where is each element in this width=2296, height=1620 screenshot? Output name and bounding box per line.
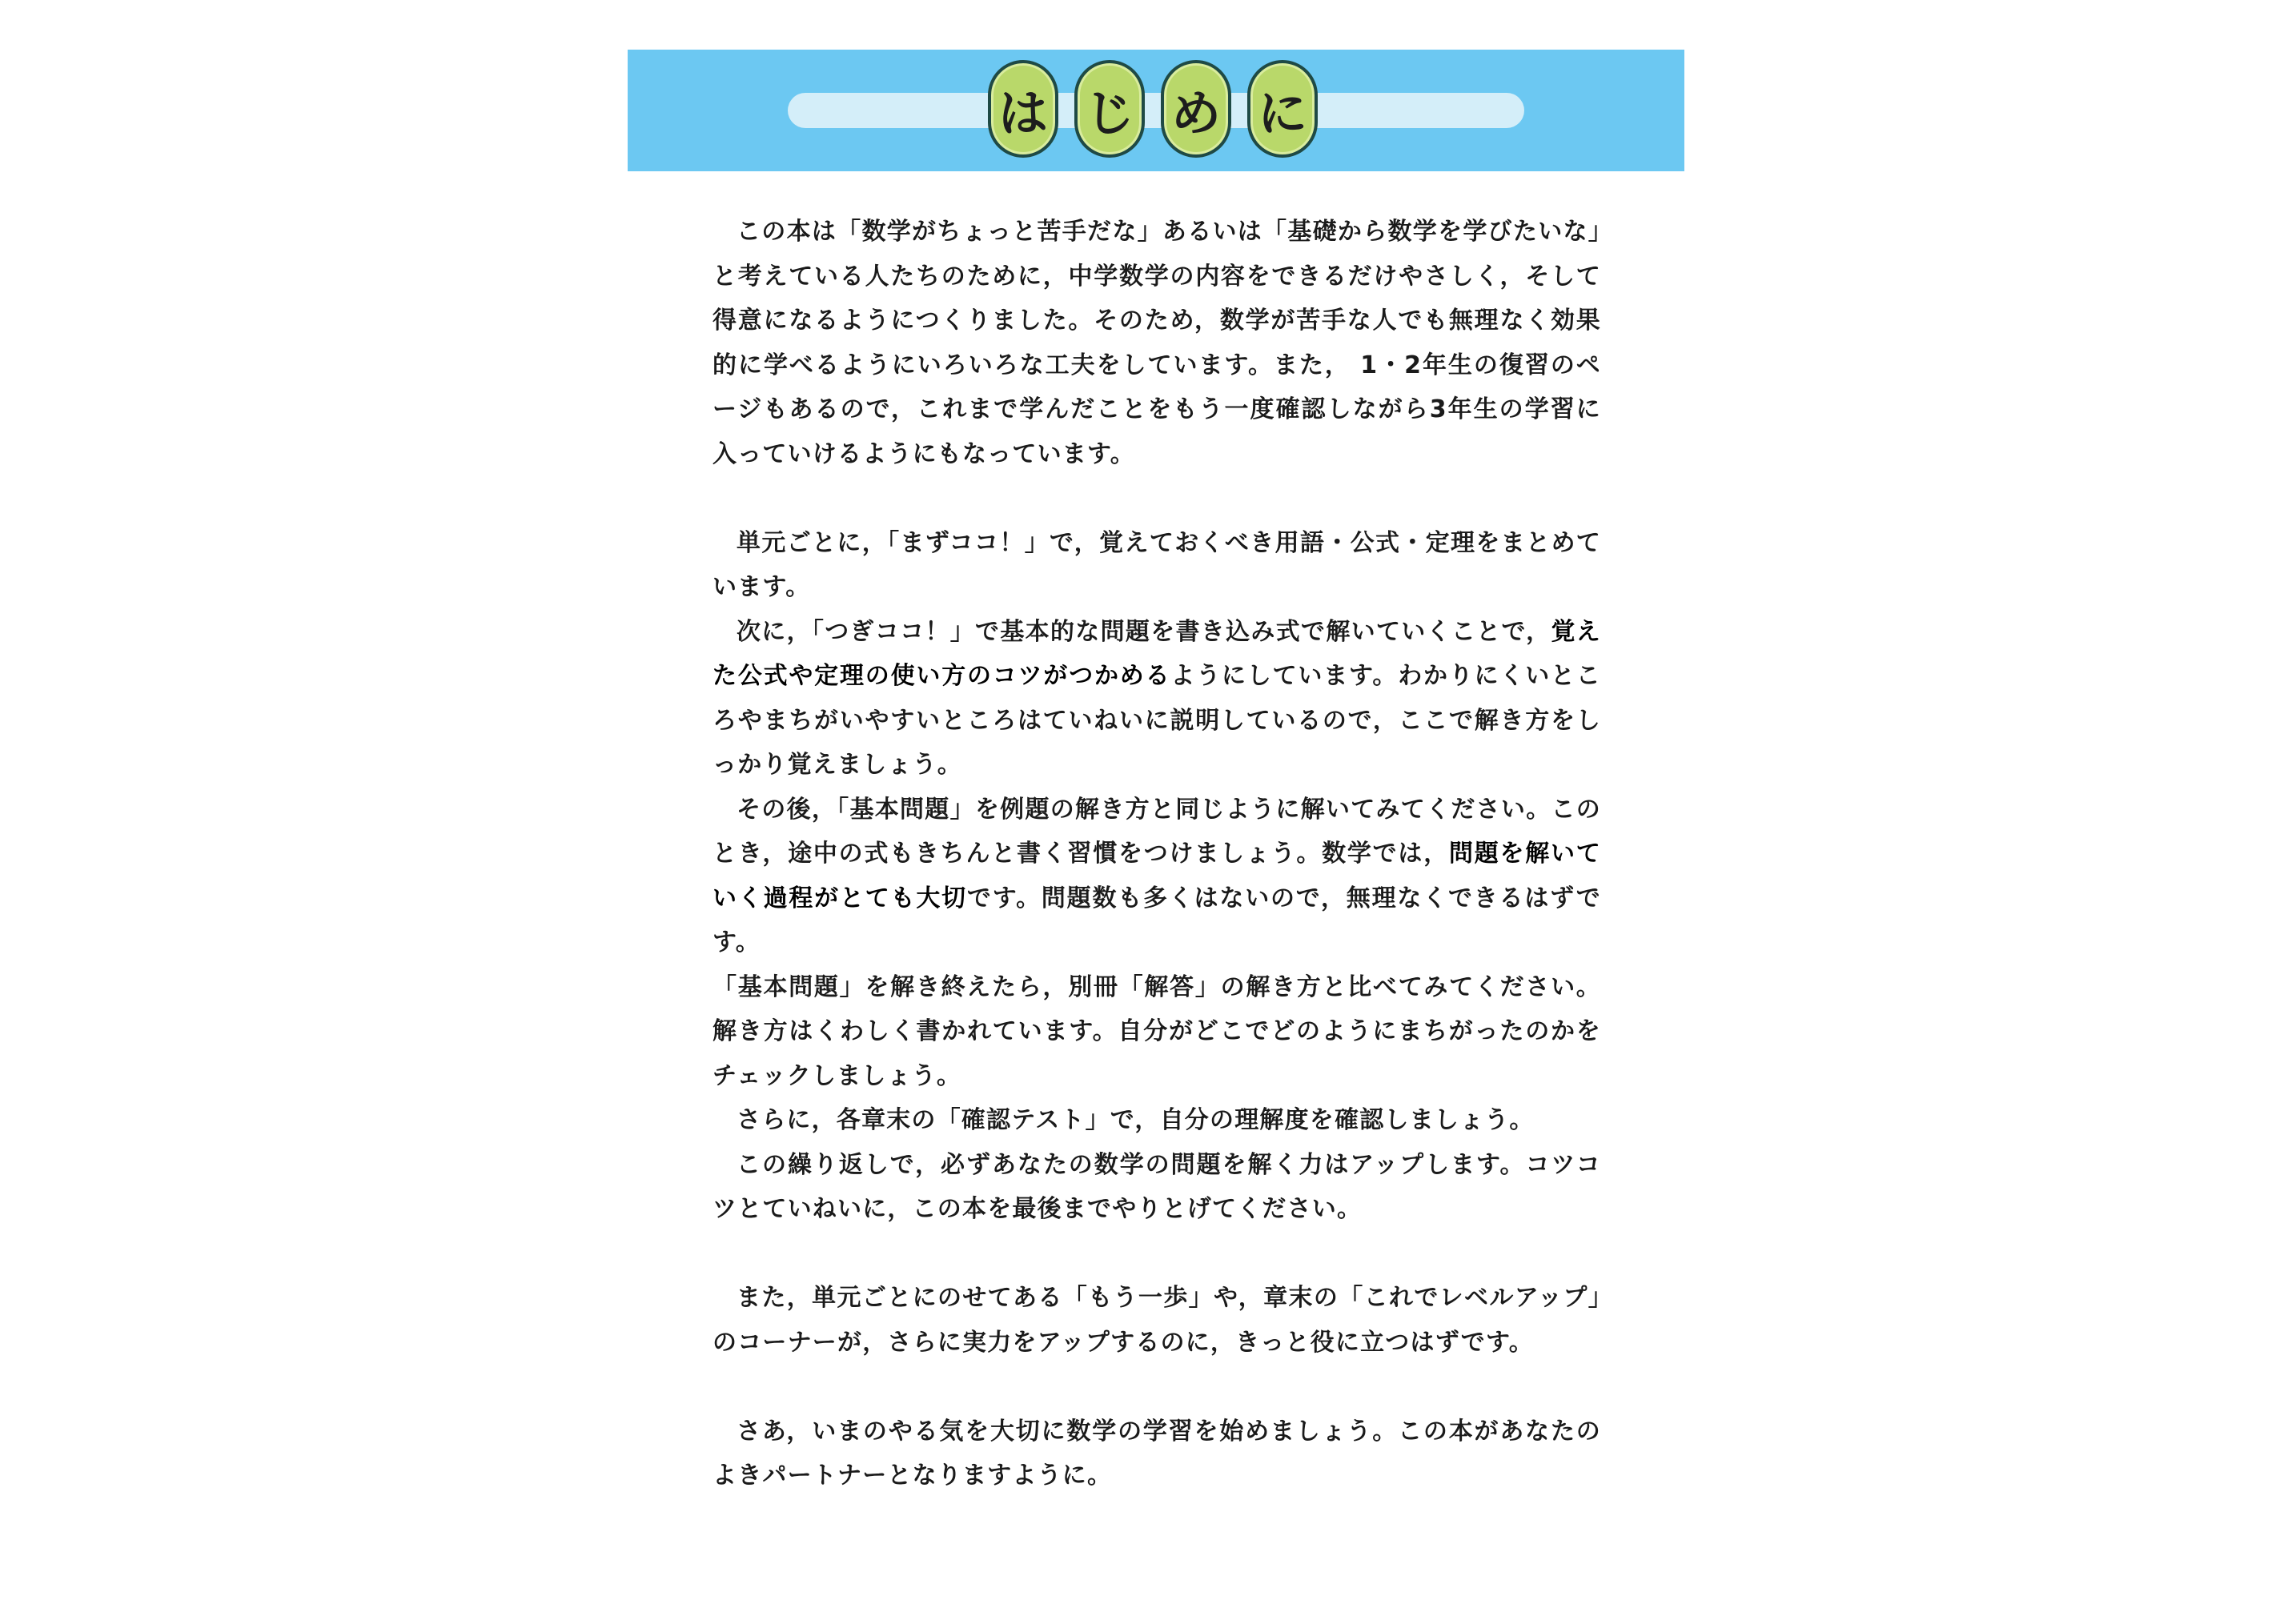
paragraph-gap xyxy=(712,476,1601,521)
paragraph-text: 次に，「つぎココ！」で基本的な問題を書き込み式で解いていくことで， xyxy=(737,617,1551,646)
title-char: に xyxy=(1247,60,1318,158)
paragraph-text: その後，「基本問題」を例題の解き方と同じように解いてみてください。このとき，途中の式もきちんと書く習慣をつけましょう。数学では， xyxy=(712,795,1601,868)
paragraph-tsugi-koko xyxy=(712,610,1601,788)
paragraph-intro: この本は「数学がちょっと苦手だな」あるいは「基礎から数学を学びたいな」と考えている人たちのために，中学数学の内容をできるだけやさしく，そして得意になるようにつくりました。そのため，数学が苦手な人でも無理なく効果的に学べるようにいろいろな工夫をしています。また， 1・2年生の復習のページもあるので，これまで学んだことをもう一度確認しながら3年生の学習に入っていけるようにもなっています。 xyxy=(712,218,1601,468)
title-char: め xyxy=(1161,60,1231,158)
paragraph-kaitou: 「基本問題」を解き終えたら，別冊「解答」の解き方と比べてみてください。解き方はくわしく書かれています。自分がどこでどのようにまちがったのかをチェックしましょう。 xyxy=(712,972,1601,1090)
title-banner xyxy=(628,50,1684,171)
introduction-body xyxy=(712,210,1601,1498)
page-title xyxy=(988,60,1318,161)
paragraph-closing: さあ，いまのやる気を大切に数学の学習を始めましょう。この本があなたのよきパートナーとなりますように。 xyxy=(712,1417,1601,1490)
paragraph-kakunin-test: さらに，各章末の「確認テスト」で，自分の理解度を確認しましょう。 xyxy=(737,1106,1535,1134)
paragraph-mou-ippo: また，単元ごとにのせてある「もう一歩」や，章末の「これでレベルアップ」のコーナーが，さらに実力をアップするのに，きっと役に立つはずです。 xyxy=(712,1284,1601,1357)
emphasis-text: 問題を解いていく過程がとても大切 xyxy=(712,840,1601,912)
paragraph-repetition: この繰り返しで，必ずあなたの数学の問題を解く力はアップします。コツコツとていねいに，この本を最後までやりとげてください。 xyxy=(712,1150,1601,1223)
paragraph-kihon-mondai xyxy=(712,788,1601,965)
paragraph-text: です。問題数も多くはないので，無理なくできるはずです。 xyxy=(712,884,1602,956)
paragraph-mazu-koko: 単元ごとに，「まずココ！」で，覚えておくべき用語・公式・定理をまとめています。 xyxy=(712,528,1601,601)
paragraph-text: ようにしています。わかりにくいところやまちがいやすいところはていねいに説明しているので，ここで解き方をしっかり覚えましょう。 xyxy=(712,662,1602,779)
title-char: は xyxy=(988,60,1058,158)
paragraph-gap xyxy=(712,1232,1601,1277)
emphasis-text: 覚えた公式や定理の使い方のコツがつかめる xyxy=(712,617,1602,690)
title-char: じ xyxy=(1074,60,1145,158)
paragraph-gap xyxy=(712,1365,1601,1409)
